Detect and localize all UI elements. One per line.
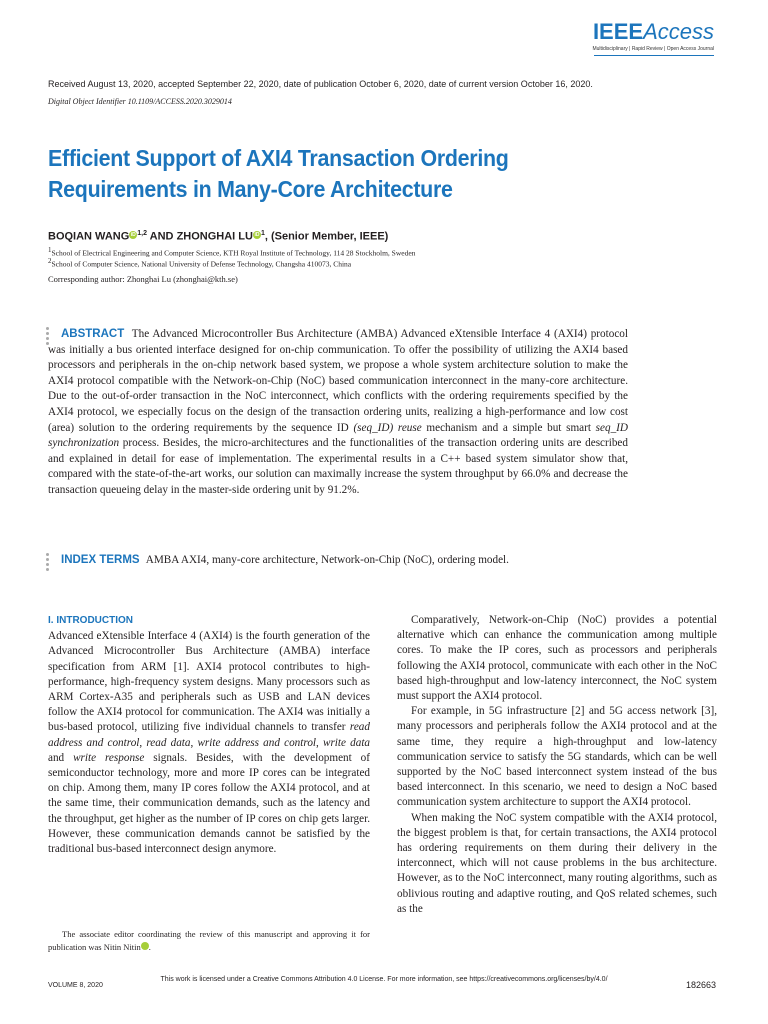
author-2-suffix: , (Senior Member, IEEE) bbox=[264, 230, 389, 243]
index-dots-icon bbox=[46, 553, 50, 573]
section-heading: I. INTRODUCTION bbox=[48, 615, 133, 626]
affiliation-1 bbox=[48, 246, 415, 258]
affiliation-1-num: 1 bbox=[48, 246, 52, 254]
abstract-label: ABSTRACT bbox=[61, 328, 125, 340]
corresponding-author: Corresponding author: Zhonghai Lu (zhonghai@kth.se) bbox=[48, 274, 238, 284]
doi-text[interactable]: Digital Object Identifier 10.1109/ACCESS.2020.3029014 bbox=[48, 97, 232, 106]
affiliation-1-text: School of Electrical Engineering and Computer Science, KTH Royal Institute of Technology, 114 28 Stockholm, Sweden bbox=[51, 248, 416, 258]
abstract-text-1: The Advanced Microcontroller Bus Architecture (AMBA) Advanced eXtensible Interface 4 (AXI4) protocol was initially a bus oriented interface designed for on-chip communication. To offer the possibility of utilizing the AXI4 based processors and peripherals in the on-chip network based system, we propose a whole system architecture solution to make the AXI4 protocol compatible with the Network-on-Chip (NoC) based communication interconnect in the many-core architecture. Due to the out-of-order transaction in the NoC interconnect, which conflicts with the ordering requirements specified by the AXI4 protocol, we especially focus on the design of the transaction ordering units, realizing a high-performance and low cost (area) solution to the ordering requirements by the sequence ID bbox=[48, 328, 628, 434]
logo-tagline: Multidisciplinary | Rapid Review | Open Access Journal bbox=[592, 46, 714, 52]
abstract-text-2: mechanism and a simple but smart bbox=[421, 421, 596, 434]
left-column bbox=[48, 613, 370, 857]
author-2-affil: 1 bbox=[260, 230, 265, 237]
journal-logo bbox=[592, 20, 714, 52]
orcid-icon[interactable]: iD bbox=[254, 231, 260, 238]
intro-paragraph-3: For example, in 5G infrastructure [2] and 5G access network [3], many processors and peripherals follow the AXI4 protocol and at the same time, they require a high-throughput and low-latency communication service to satisfy the 5G standards, which can be well supported by the NoC based interconnect system instead of the bus based interconnect. In this scenario, we need to design a NoC based communication system architecture to support the AXI4 protocol. bbox=[397, 705, 717, 809]
title-line-2: Requirements in Many-Core Architecture bbox=[48, 176, 453, 202]
editor-footnote: The associate editor coordinating the review of this manuscript and approving it for publication was Nitin Nitin iD. bbox=[48, 929, 370, 952]
logo-product: Access bbox=[643, 19, 714, 44]
abstract-text-3: process. Besides, the micro-architectures and the functionalities of the transaction ordering units are described and explained in detail for ease of implementation. The experimental results in a C++ based system simulator show that, compared with the state-of-the-art works, our solution can maximally increase the system throughput by 66.0% and decrease the transaction queueing delay in the master-side ordering unit by 91.2%. bbox=[48, 437, 628, 496]
orcid-icon[interactable]: iD bbox=[130, 231, 136, 238]
author-line bbox=[48, 230, 388, 243]
affiliation-2-num: 2 bbox=[48, 257, 52, 265]
intro-paragraph-2: Comparatively, Network-on-Chip (NoC) provides a potential alternative which can enhance the communication among multiple cores. To make the IP cores, such as processors and peripherals following the AXI4 protocol, communicate with each other in the NoC based high-throughput and low-latency interconnect, the NoC system must support the AXI4 protocol. bbox=[397, 614, 717, 703]
index-terms-label: INDEX TERMS bbox=[61, 554, 140, 566]
author-1-affil: 1,2 bbox=[137, 230, 148, 237]
intro-paragraph-1: Advanced eXtensible Interface 4 (AXI4) is the fourth generation of the Advanced Microcontroller Bus Architecture (AMBA) interface specification from ARM [1]. AXI4 protocol contributes to high-performance, high-frequency system designs. Many processors such as ARM Cortex-A35 and peripherals such as USB and LAN devices follow the AXI4 protocol for communication. The AXI4 was initially a bus-based protocol, utilizing five individual channels to transfer read address and control, read data, write address and control, write data and write response signals. Besides, with the development of semiconductor technology, more and more IP cores can be integrated on chip. Among them, many IP cores follow the AXI4 protocol, and at the same time, their communication demands, such as the latency and the throughput, get higher as the number of IP cores on chip gets larger. However, these communication demands cannot be satisfied by the traditional bus-based interconnect design anymore. bbox=[48, 630, 371, 856]
index-terms bbox=[61, 553, 631, 568]
intro-paragraph-4: When making the NoC system compatible with the AXI4 protocol, the biggest problem is that, for certain transactions, the AXI4 protocol has ordering requirements on them during their delivery in the interconnect, which will not cause problems in the bus architecture. However, as to the NoC interconnect, many routing algorithms, such as oblivious routing and adaptive routing, and QoS related schemes, such as the bbox=[397, 811, 717, 915]
received-dates: Received August 13, 2020, accepted September 22, 2020, date of publication October 6, 2020, date of current version October 16, 2020. bbox=[48, 79, 593, 89]
author-and: AND bbox=[147, 230, 177, 243]
affiliation-2 bbox=[48, 257, 351, 269]
page-number: 182663 bbox=[685, 980, 716, 990]
abstract-em-2: seq_ID synchronization bbox=[48, 421, 628, 450]
title-line-1: Efficient Support of AXI4 Transaction Ordering bbox=[48, 145, 509, 171]
logo-divider bbox=[594, 55, 714, 56]
volume-label: VOLUME 8, 2020 bbox=[48, 982, 103, 989]
affiliation-2-text: School of Computer Science, National University of Defense Technology, Changsha 410073, China bbox=[51, 259, 352, 269]
author-2: ZHONGHAI LU bbox=[176, 230, 253, 243]
abstract bbox=[48, 327, 628, 499]
logo-brand: IEEE bbox=[592, 19, 644, 44]
abstract-em-1: (seq_ID) reuse bbox=[353, 421, 422, 434]
author-1: BOQIAN WANG bbox=[48, 230, 130, 243]
orcid-icon[interactable]: iD bbox=[141, 942, 149, 950]
license-notice[interactable]: This work is licensed under a Creative Commons Attribution 4.0 License. For more information, see https://creativecommons.org/licenses/by/4.0/ bbox=[160, 976, 608, 983]
right-column bbox=[397, 613, 717, 917]
paper-title bbox=[48, 143, 625, 205]
index-terms-text: AMBA AXI4, many-core architecture, Network-on-Chip (NoC), ordering model. bbox=[143, 554, 509, 566]
